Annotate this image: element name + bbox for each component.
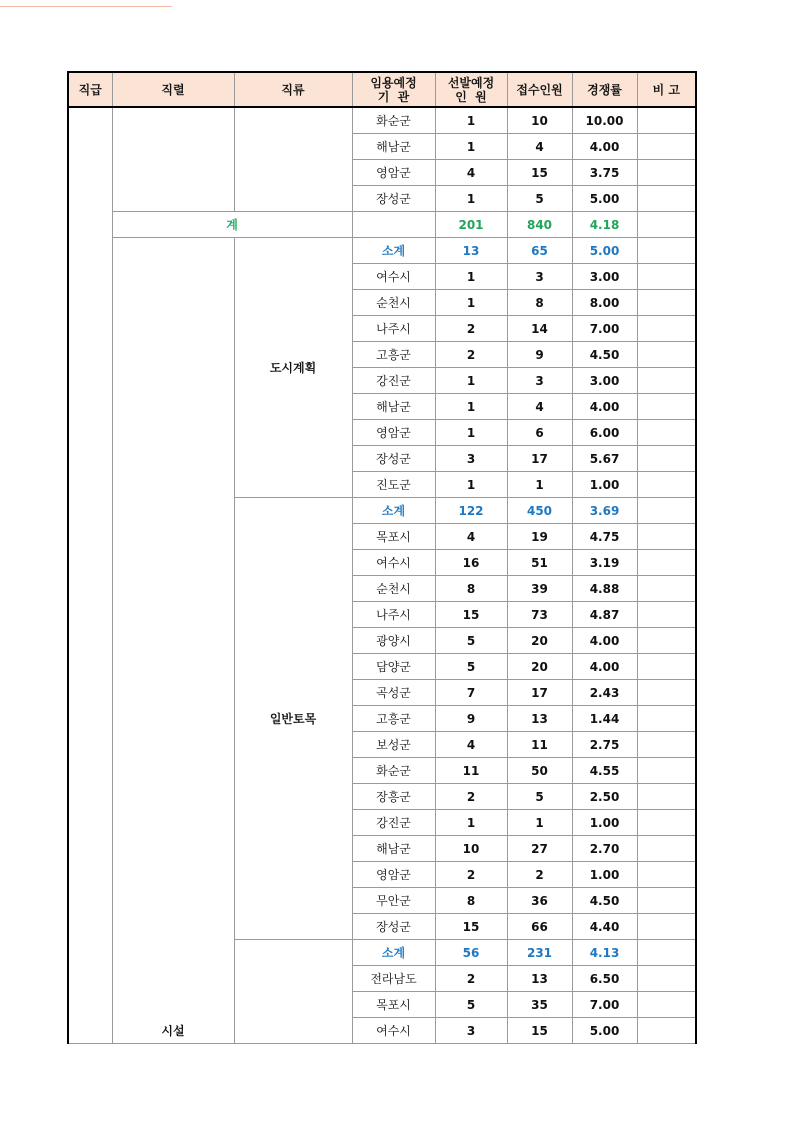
institution-cell: 고흥군 <box>352 342 435 368</box>
competition-rate-cell: 5.00 <box>572 1018 637 1044</box>
note-cell <box>637 134 696 160</box>
note-cell <box>637 107 696 134</box>
subtotal-label-cell: 소계 <box>352 498 435 524</box>
class-civil-engineering-cell: 일반토목 <box>234 498 352 940</box>
applicant-count-cell: 8 <box>507 290 572 316</box>
note-cell <box>637 940 696 966</box>
note-cell <box>637 550 696 576</box>
class-cell <box>234 940 352 1044</box>
applicant-count-cell: 1 <box>507 472 572 498</box>
applicant-count-cell: 36 <box>507 888 572 914</box>
competition-rate-cell: 3.00 <box>572 264 637 290</box>
selection-count-cell: 2 <box>435 316 507 342</box>
series-cell <box>112 107 234 212</box>
total-applicant-cell: 840 <box>507 212 572 238</box>
note-cell <box>637 446 696 472</box>
institution-cell: 강진군 <box>352 368 435 394</box>
subtotal-selection-cell: 122 <box>435 498 507 524</box>
subtotal-rate-cell: 3.69 <box>572 498 637 524</box>
subtotal-applicant-cell: 65 <box>507 238 572 264</box>
institution-cell: 해남군 <box>352 394 435 420</box>
applicant-count-cell: 10 <box>507 107 572 134</box>
competition-rate-cell: 4.50 <box>572 342 637 368</box>
competition-rate-cell: 2.43 <box>572 680 637 706</box>
selection-count-cell: 5 <box>435 628 507 654</box>
applicant-count-cell: 66 <box>507 914 572 940</box>
total-rate-cell: 4.18 <box>572 212 637 238</box>
institution-cell: 해남군 <box>352 134 435 160</box>
institution-cell: 강진군 <box>352 810 435 836</box>
header-row <box>68 72 696 107</box>
note-cell <box>637 888 696 914</box>
competition-rate-cell: 8.00 <box>572 290 637 316</box>
competition-rate-cell: 1.00 <box>572 810 637 836</box>
total-row <box>68 212 696 238</box>
note-cell <box>637 654 696 680</box>
grade-cell <box>68 107 112 1044</box>
header-institution <box>352 72 435 107</box>
selection-count-cell: 8 <box>435 888 507 914</box>
institution-cell: 순천시 <box>352 290 435 316</box>
table-row <box>68 107 696 134</box>
competition-rate-cell: 3.00 <box>572 368 637 394</box>
institution-cell: 광양시 <box>352 628 435 654</box>
applicant-count-cell: 4 <box>507 134 572 160</box>
applicant-count-cell: 17 <box>507 446 572 472</box>
note-cell <box>637 212 696 238</box>
subtotal-rate-cell: 4.13 <box>572 940 637 966</box>
applicant-count-cell: 15 <box>507 160 572 186</box>
selection-count-cell: 9 <box>435 706 507 732</box>
applicant-count-cell: 3 <box>507 264 572 290</box>
selection-count-cell: 1 <box>435 186 507 212</box>
selection-count-cell: 1 <box>435 264 507 290</box>
competition-rate-cell: 4.00 <box>572 628 637 654</box>
competition-rate-cell: 4.00 <box>572 654 637 680</box>
institution-cell: 여수시 <box>352 1018 435 1044</box>
header-applicants: 접수인원 <box>507 72 572 107</box>
note-cell <box>637 368 696 394</box>
total-institution-cell <box>352 212 435 238</box>
header-grade: 직급 <box>68 72 112 107</box>
institution-cell: 화순군 <box>352 758 435 784</box>
note-cell <box>637 264 696 290</box>
note-cell <box>637 836 696 862</box>
note-cell <box>637 472 696 498</box>
applicant-count-cell: 2 <box>507 862 572 888</box>
note-cell <box>637 732 696 758</box>
note-cell <box>637 810 696 836</box>
applicant-count-cell: 9 <box>507 342 572 368</box>
applicant-count-cell: 50 <box>507 758 572 784</box>
total-selection-cell: 201 <box>435 212 507 238</box>
note-cell <box>637 186 696 212</box>
note-cell <box>637 524 696 550</box>
institution-cell: 장성군 <box>352 446 435 472</box>
applicant-count-cell: 73 <box>507 602 572 628</box>
selection-count-cell: 1 <box>435 368 507 394</box>
competition-rate-cell: 2.50 <box>572 784 637 810</box>
competition-rate-cell: 4.88 <box>572 576 637 602</box>
selection-count-cell: 10 <box>435 836 507 862</box>
header-institution-line2: 기 관 <box>377 89 410 104</box>
institution-cell: 목포시 <box>352 992 435 1018</box>
note-cell <box>637 680 696 706</box>
applicant-count-cell: 20 <box>507 654 572 680</box>
note-cell <box>637 576 696 602</box>
selection-count-cell: 8 <box>435 576 507 602</box>
note-cell <box>637 394 696 420</box>
applicant-count-cell: 35 <box>507 992 572 1018</box>
note-cell <box>637 992 696 1018</box>
competition-rate-cell: 1.00 <box>572 472 637 498</box>
institution-cell: 보성군 <box>352 732 435 758</box>
competition-rate-cell: 5.00 <box>572 186 637 212</box>
applicant-count-cell: 5 <box>507 784 572 810</box>
selection-count-cell: 1 <box>435 290 507 316</box>
institution-cell: 고흥군 <box>352 706 435 732</box>
institution-cell: 순천시 <box>352 576 435 602</box>
competition-rate-cell: 4.75 <box>572 524 637 550</box>
institution-cell: 해남군 <box>352 836 435 862</box>
competition-rate-cell: 2.75 <box>572 732 637 758</box>
subtotal-label-cell: 소계 <box>352 940 435 966</box>
subtotal-row <box>68 238 696 264</box>
selection-count-cell: 7 <box>435 680 507 706</box>
applicant-count-cell: 13 <box>507 966 572 992</box>
header-note: 비 고 <box>637 72 696 107</box>
applicant-count-cell: 4 <box>507 394 572 420</box>
institution-cell: 장흥군 <box>352 784 435 810</box>
class-urban-planning-cell: 도시계획 <box>234 238 352 498</box>
applicant-count-cell: 27 <box>507 836 572 862</box>
selection-count-cell: 2 <box>435 862 507 888</box>
selection-count-cell: 2 <box>435 784 507 810</box>
selection-count-cell: 2 <box>435 342 507 368</box>
applicant-count-cell: 1 <box>507 810 572 836</box>
note-cell <box>637 966 696 992</box>
header-selection-line1: 선발예정 <box>447 75 495 90</box>
subtotal-label-cell: 소계 <box>352 238 435 264</box>
institution-cell: 영암군 <box>352 420 435 446</box>
competition-rate-cell: 4.00 <box>572 134 637 160</box>
selection-count-cell: 3 <box>435 446 507 472</box>
competition-rate-cell: 10.00 <box>572 107 637 134</box>
institution-cell: 장성군 <box>352 186 435 212</box>
institution-cell: 영암군 <box>352 862 435 888</box>
subtotal-selection-cell: 13 <box>435 238 507 264</box>
note-cell <box>637 316 696 342</box>
note-cell <box>637 1018 696 1044</box>
competition-rate-cell: 2.70 <box>572 836 637 862</box>
applicant-count-cell: 20 <box>507 628 572 654</box>
class-cell <box>234 107 352 212</box>
selection-count-cell: 1 <box>435 472 507 498</box>
subtotal-applicant-cell: 450 <box>507 498 572 524</box>
note-cell <box>637 160 696 186</box>
applicant-count-cell: 19 <box>507 524 572 550</box>
selection-count-cell: 5 <box>435 654 507 680</box>
selection-count-cell: 15 <box>435 602 507 628</box>
selection-count-cell: 4 <box>435 160 507 186</box>
subtotal-selection-cell: 56 <box>435 940 507 966</box>
institution-cell: 나주시 <box>352 316 435 342</box>
note-cell <box>637 342 696 368</box>
competition-rate-cell: 7.00 <box>572 992 637 1018</box>
note-cell <box>637 914 696 940</box>
institution-cell: 화순군 <box>352 107 435 134</box>
selection-count-cell: 1 <box>435 420 507 446</box>
institution-cell: 나주시 <box>352 602 435 628</box>
competition-rate-cell: 1.44 <box>572 706 637 732</box>
header-class: 직류 <box>234 72 352 107</box>
subtotal-applicant-cell: 231 <box>507 940 572 966</box>
selection-count-cell: 16 <box>435 550 507 576</box>
header-institution-line1: 임용예정 <box>370 75 417 90</box>
competition-rate-cell: 3.75 <box>572 160 637 186</box>
applicant-count-cell: 3 <box>507 368 572 394</box>
competition-rate-table <box>67 71 697 1044</box>
institution-cell: 장성군 <box>352 914 435 940</box>
applicant-count-cell: 14 <box>507 316 572 342</box>
institution-cell: 영암군 <box>352 160 435 186</box>
institution-cell: 목포시 <box>352 524 435 550</box>
institution-cell: 담양군 <box>352 654 435 680</box>
institution-cell: 전라남도 <box>352 966 435 992</box>
institution-cell: 진도군 <box>352 472 435 498</box>
applicant-count-cell: 17 <box>507 680 572 706</box>
note-cell <box>637 498 696 524</box>
applicant-count-cell: 39 <box>507 576 572 602</box>
header-series: 직렬 <box>112 72 234 107</box>
note-cell <box>637 628 696 654</box>
applicant-count-cell: 15 <box>507 1018 572 1044</box>
competition-rate-cell: 4.50 <box>572 888 637 914</box>
note-cell <box>637 862 696 888</box>
institution-cell: 무안군 <box>352 888 435 914</box>
competition-rate-cell: 4.87 <box>572 602 637 628</box>
selection-count-cell: 11 <box>435 758 507 784</box>
header-selection-line2: 인 원 <box>455 89 487 104</box>
applicant-count-cell: 11 <box>507 732 572 758</box>
note-cell <box>637 758 696 784</box>
applicant-count-cell: 13 <box>507 706 572 732</box>
subtotal-rate-cell: 5.00 <box>572 238 637 264</box>
selection-count-cell: 1 <box>435 810 507 836</box>
selection-count-cell: 4 <box>435 732 507 758</box>
note-cell <box>637 290 696 316</box>
note-cell <box>637 420 696 446</box>
institution-cell: 여수시 <box>352 264 435 290</box>
applicant-count-cell: 51 <box>507 550 572 576</box>
competition-rate-cell: 4.40 <box>572 914 637 940</box>
top-rule <box>0 6 172 7</box>
note-cell <box>637 706 696 732</box>
selection-count-cell: 4 <box>435 524 507 550</box>
note-cell <box>637 602 696 628</box>
selection-count-cell: 1 <box>435 394 507 420</box>
institution-cell: 여수시 <box>352 550 435 576</box>
competition-rate-cell: 5.67 <box>572 446 637 472</box>
total-label-cell: 계 <box>112 212 352 238</box>
header-rate: 경쟁률 <box>572 72 637 107</box>
selection-count-cell: 1 <box>435 134 507 160</box>
competition-rate-cell: 3.19 <box>572 550 637 576</box>
note-cell <box>637 238 696 264</box>
selection-count-cell: 5 <box>435 992 507 1018</box>
competition-rate-cell: 6.50 <box>572 966 637 992</box>
competition-rate-cell: 7.00 <box>572 316 637 342</box>
selection-count-cell: 2 <box>435 966 507 992</box>
applicant-count-cell: 6 <box>507 420 572 446</box>
competition-rate-cell: 4.00 <box>572 394 637 420</box>
selection-count-cell: 15 <box>435 914 507 940</box>
note-cell <box>637 784 696 810</box>
competition-rate-cell: 4.55 <box>572 758 637 784</box>
competition-rate-cell: 6.00 <box>572 420 637 446</box>
selection-count-cell: 1 <box>435 107 507 134</box>
institution-cell: 곡성군 <box>352 680 435 706</box>
applicant-count-cell: 5 <box>507 186 572 212</box>
header-selection <box>435 72 507 107</box>
competition-rate-cell: 1.00 <box>572 862 637 888</box>
series-facility-cell: 시설 <box>112 238 234 1044</box>
selection-count-cell: 3 <box>435 1018 507 1044</box>
